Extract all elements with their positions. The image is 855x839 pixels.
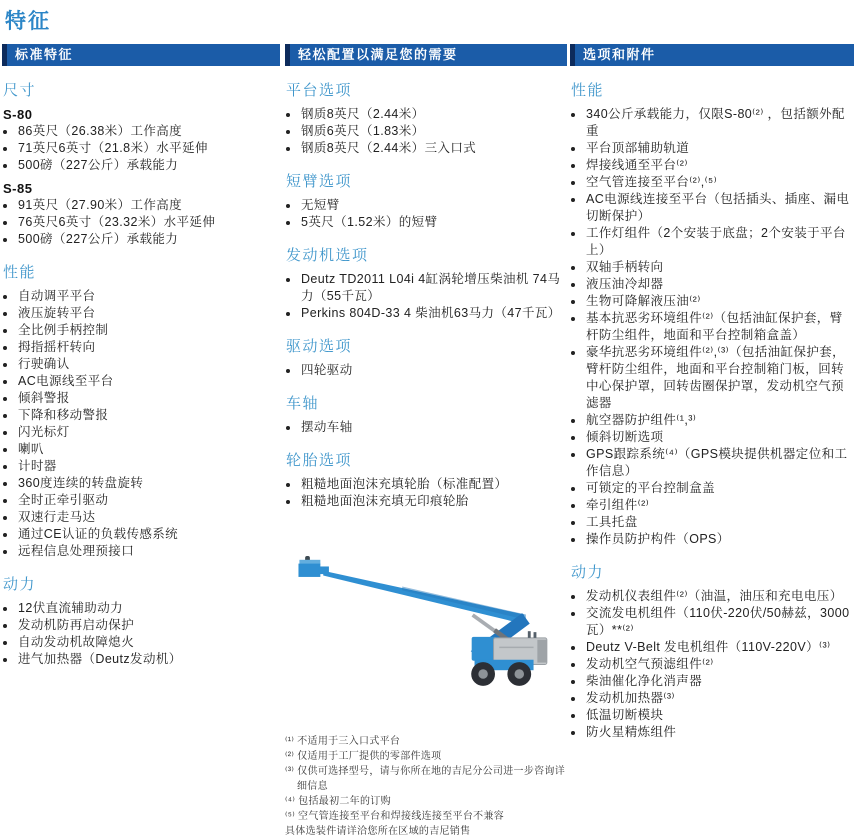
feature-item: • 牵引组件⁽²⁾ xyxy=(585,497,854,514)
feature-item: • AC电源线至平台 xyxy=(17,373,280,390)
feature-item: • 基本抗恶劣环境组件⁽²⁾（包括油缸保护套，臂杆防尘组件，地面和平台控制箱盒盖） xyxy=(585,310,854,344)
feature-item: • 远程信息处理预接口 xyxy=(17,543,280,560)
feature-item: • 钢质6英尺（1.83米） xyxy=(300,123,567,140)
feature-item: • 钢质8英尺（2.44米） xyxy=(300,106,567,123)
feature-item: • 柴油催化净化消声器 xyxy=(585,673,854,690)
column-header-options: 选项和附件 xyxy=(570,44,854,66)
feature-item: • 四轮驱动 xyxy=(300,362,567,379)
feature-item: • 生物可降解液压油⁽²⁾ xyxy=(585,293,854,310)
feature-item: • 计时器 xyxy=(17,458,280,475)
feature-item: • 86英尺（26.38米）工作高度 xyxy=(17,123,280,140)
feature-list xyxy=(285,271,567,322)
feature-list xyxy=(285,106,567,157)
feature-item: • 摆动车轴 xyxy=(300,419,567,436)
footnote-tail: 具体选装件请详洽您所在区域的吉尼销售 xyxy=(285,826,471,837)
column-body xyxy=(570,79,854,741)
feature-item: • 粗糙地面泡沫充填轮胎（标准配置） xyxy=(300,476,567,493)
feature-item: • 防火星精炼组件 xyxy=(585,724,854,741)
section-heading: 动力 xyxy=(571,564,605,581)
feature-item: • 91英尺（27.90米）工作高度 xyxy=(17,197,280,214)
feature-item: • 液压油冷却器 xyxy=(585,276,854,293)
feature-list xyxy=(285,197,567,231)
feature-item: • 倾斜警报 xyxy=(17,390,280,407)
section-heading: 发动机选项 xyxy=(286,247,369,264)
feature-list xyxy=(285,362,567,379)
feature-item: • 进气加热器（Deutz发动机） xyxy=(17,651,280,668)
feature-item: • 拇指摇杆转向 xyxy=(17,339,280,356)
section-heading: 驱动选项 xyxy=(286,338,353,355)
feature-item: • GPS跟踪系统⁽⁴⁾（GPS模块提供机器定位和工作信息） xyxy=(585,446,854,480)
feature-item: • 空气管连接至平台⁽²⁾,⁽⁵⁾ xyxy=(585,174,854,191)
feature-item: • 71英尺6英寸（21.8米）水平延伸 xyxy=(17,140,280,157)
feature-item: • 全比例手柄控制 xyxy=(17,322,280,339)
column-configuration xyxy=(285,44,567,839)
feature-item: • 平台顶部辅助轨道 xyxy=(585,140,854,157)
feature-item: • Deutz TD2011 L04i 4缸涡轮增压柴油机 74马力（55千瓦） xyxy=(300,271,567,305)
feature-list xyxy=(570,106,854,548)
column-options-accessories xyxy=(570,44,854,743)
feature-item: • AC电源线连接至平台（包括插头、插座、漏电切断保护） xyxy=(585,191,854,225)
feature-item: • 航空器防护组件⁽¹,³⁾ xyxy=(585,412,854,429)
feature-item: • 发动机仪表组件⁽²⁾（油温，油压和充电电压） xyxy=(585,588,854,605)
model-label: S-80 xyxy=(3,107,33,122)
section-heading: 性能 xyxy=(571,82,605,99)
section-heading: 车轴 xyxy=(286,395,320,412)
feature-list xyxy=(285,419,567,436)
feature-item: • 双轴手柄转向 xyxy=(585,259,854,276)
footnotes xyxy=(285,734,567,839)
feature-item: • 通过CE认证的负载传感系统 xyxy=(17,526,280,543)
feature-item: • 豪华抗恶劣环境组件⁽²⁾,⁽³⁾（包括油缸保护套，臂杆防尘组件，地面和平台控制箱门板，回转中心保护罩，回转齿圈保护罩，发动机空气预滤器 xyxy=(585,344,854,412)
footnote: ⁽¹⁾ 不适用于三入口式平台 xyxy=(285,736,401,747)
feature-item: • 低温切断模块 xyxy=(585,707,854,724)
feature-list xyxy=(285,476,567,510)
feature-list xyxy=(2,288,280,560)
feature-list xyxy=(2,600,280,668)
column-standard-features xyxy=(2,44,280,670)
feature-item: • 粗糙地面泡沫充填无印痕轮胎 xyxy=(300,493,567,510)
feature-item: • 发动机空气预滤组件⁽²⁾ xyxy=(585,656,854,673)
feature-item: • 自动发动机故障熄火 xyxy=(17,634,280,651)
boom-lift-illustration xyxy=(288,532,564,718)
feature-item: • 76英尺6英寸（23.32米）水平延伸 xyxy=(17,214,280,231)
model-label: S-85 xyxy=(3,181,33,196)
feature-item: • 闪光标灯 xyxy=(17,424,280,441)
section-heading: 轮胎选项 xyxy=(286,452,353,469)
section-heading: 动力 xyxy=(3,576,37,593)
feature-item: • 液压旋转平台 xyxy=(17,305,280,322)
feature-item: • 可锁定的平台控制盒盖 xyxy=(585,480,854,497)
feature-item: • Perkins 804D-33 4 柴油机63马力（47千瓦） xyxy=(300,305,567,322)
boom-lift-image xyxy=(285,532,567,718)
section-heading: 尺寸 xyxy=(3,82,37,99)
feature-list xyxy=(2,197,280,248)
section-heading: 平台选项 xyxy=(286,82,353,99)
feature-item: • 全时正牵引驱动 xyxy=(17,492,280,509)
footnote: ⁽⁴⁾ 包括最初二年的订购 xyxy=(285,796,391,807)
feature-item: • 340公斤承载能力，仅限S-80⁽²⁾ ，包括额外配重 xyxy=(585,106,854,140)
feature-list xyxy=(570,588,854,741)
feature-item: • 发动机防再启动保护 xyxy=(17,617,280,634)
feature-list xyxy=(2,123,280,174)
feature-item: • 无短臂 xyxy=(300,197,567,214)
feature-item: • 自动调平平台 xyxy=(17,288,280,305)
feature-item: • 工作灯组件（2个安装于底盘；2个安装于平台上） xyxy=(585,225,854,259)
feature-item: • 360度连续的转盘旋转 xyxy=(17,475,280,492)
feature-item: • 下降和移动警报 xyxy=(17,407,280,424)
section-heading: 性能 xyxy=(3,264,37,281)
column-header-standard: 标准特征 xyxy=(2,44,280,66)
column-header-configuration: 轻松配置以满足您的需要 xyxy=(285,44,567,66)
feature-item: • 双速行走马达 xyxy=(17,509,280,526)
feature-item: • 12伏直流辅助动力 xyxy=(17,600,280,617)
feature-item: • 发动机加热器⁽³⁾ xyxy=(585,690,854,707)
feature-item: • Deutz V-Belt 发电机组件（110V-220V）⁽³⁾ xyxy=(585,639,854,656)
feature-item: • 操作员防护构件（OPS） xyxy=(585,531,854,548)
feature-item: • 焊接线通至平台⁽²⁾ xyxy=(585,157,854,174)
feature-item: • 倾斜切断选项 xyxy=(585,429,854,446)
column-body xyxy=(2,79,280,668)
page-title: 特征 xyxy=(5,10,51,33)
feature-item: • 500磅（227公斤）承载能力 xyxy=(17,231,280,248)
feature-item: • 行驶确认 xyxy=(17,356,280,373)
column-body xyxy=(285,79,567,510)
footnote: ⁽²⁾ 仅适用于工厂提供的零部件选项 xyxy=(285,751,442,762)
feature-item: • 交流发电机组件（110伏-220伏/50赫兹，3000瓦）**⁽²⁾ xyxy=(585,605,854,639)
footnote: ⁽⁵⁾ 空气管连接至平台和焊接线连接至平台不兼容 xyxy=(285,811,505,822)
feature-item: • 钢质8英尺（2.44米）三入口式 xyxy=(300,140,567,157)
feature-item: • 500磅（227公斤）承载能力 xyxy=(17,157,280,174)
feature-columns xyxy=(2,44,855,839)
section-heading: 短臂选项 xyxy=(286,173,353,190)
feature-item: • 喇叭 xyxy=(17,441,280,458)
feature-item: • 5英尺（1.52米）的短臂 xyxy=(300,214,567,231)
footnote: ⁽³⁾ 仅供可选择型号，请与你所在地的吉尼分公司进一步咨询详细信息 xyxy=(285,766,566,792)
feature-item: • 工具托盘 xyxy=(585,514,854,531)
